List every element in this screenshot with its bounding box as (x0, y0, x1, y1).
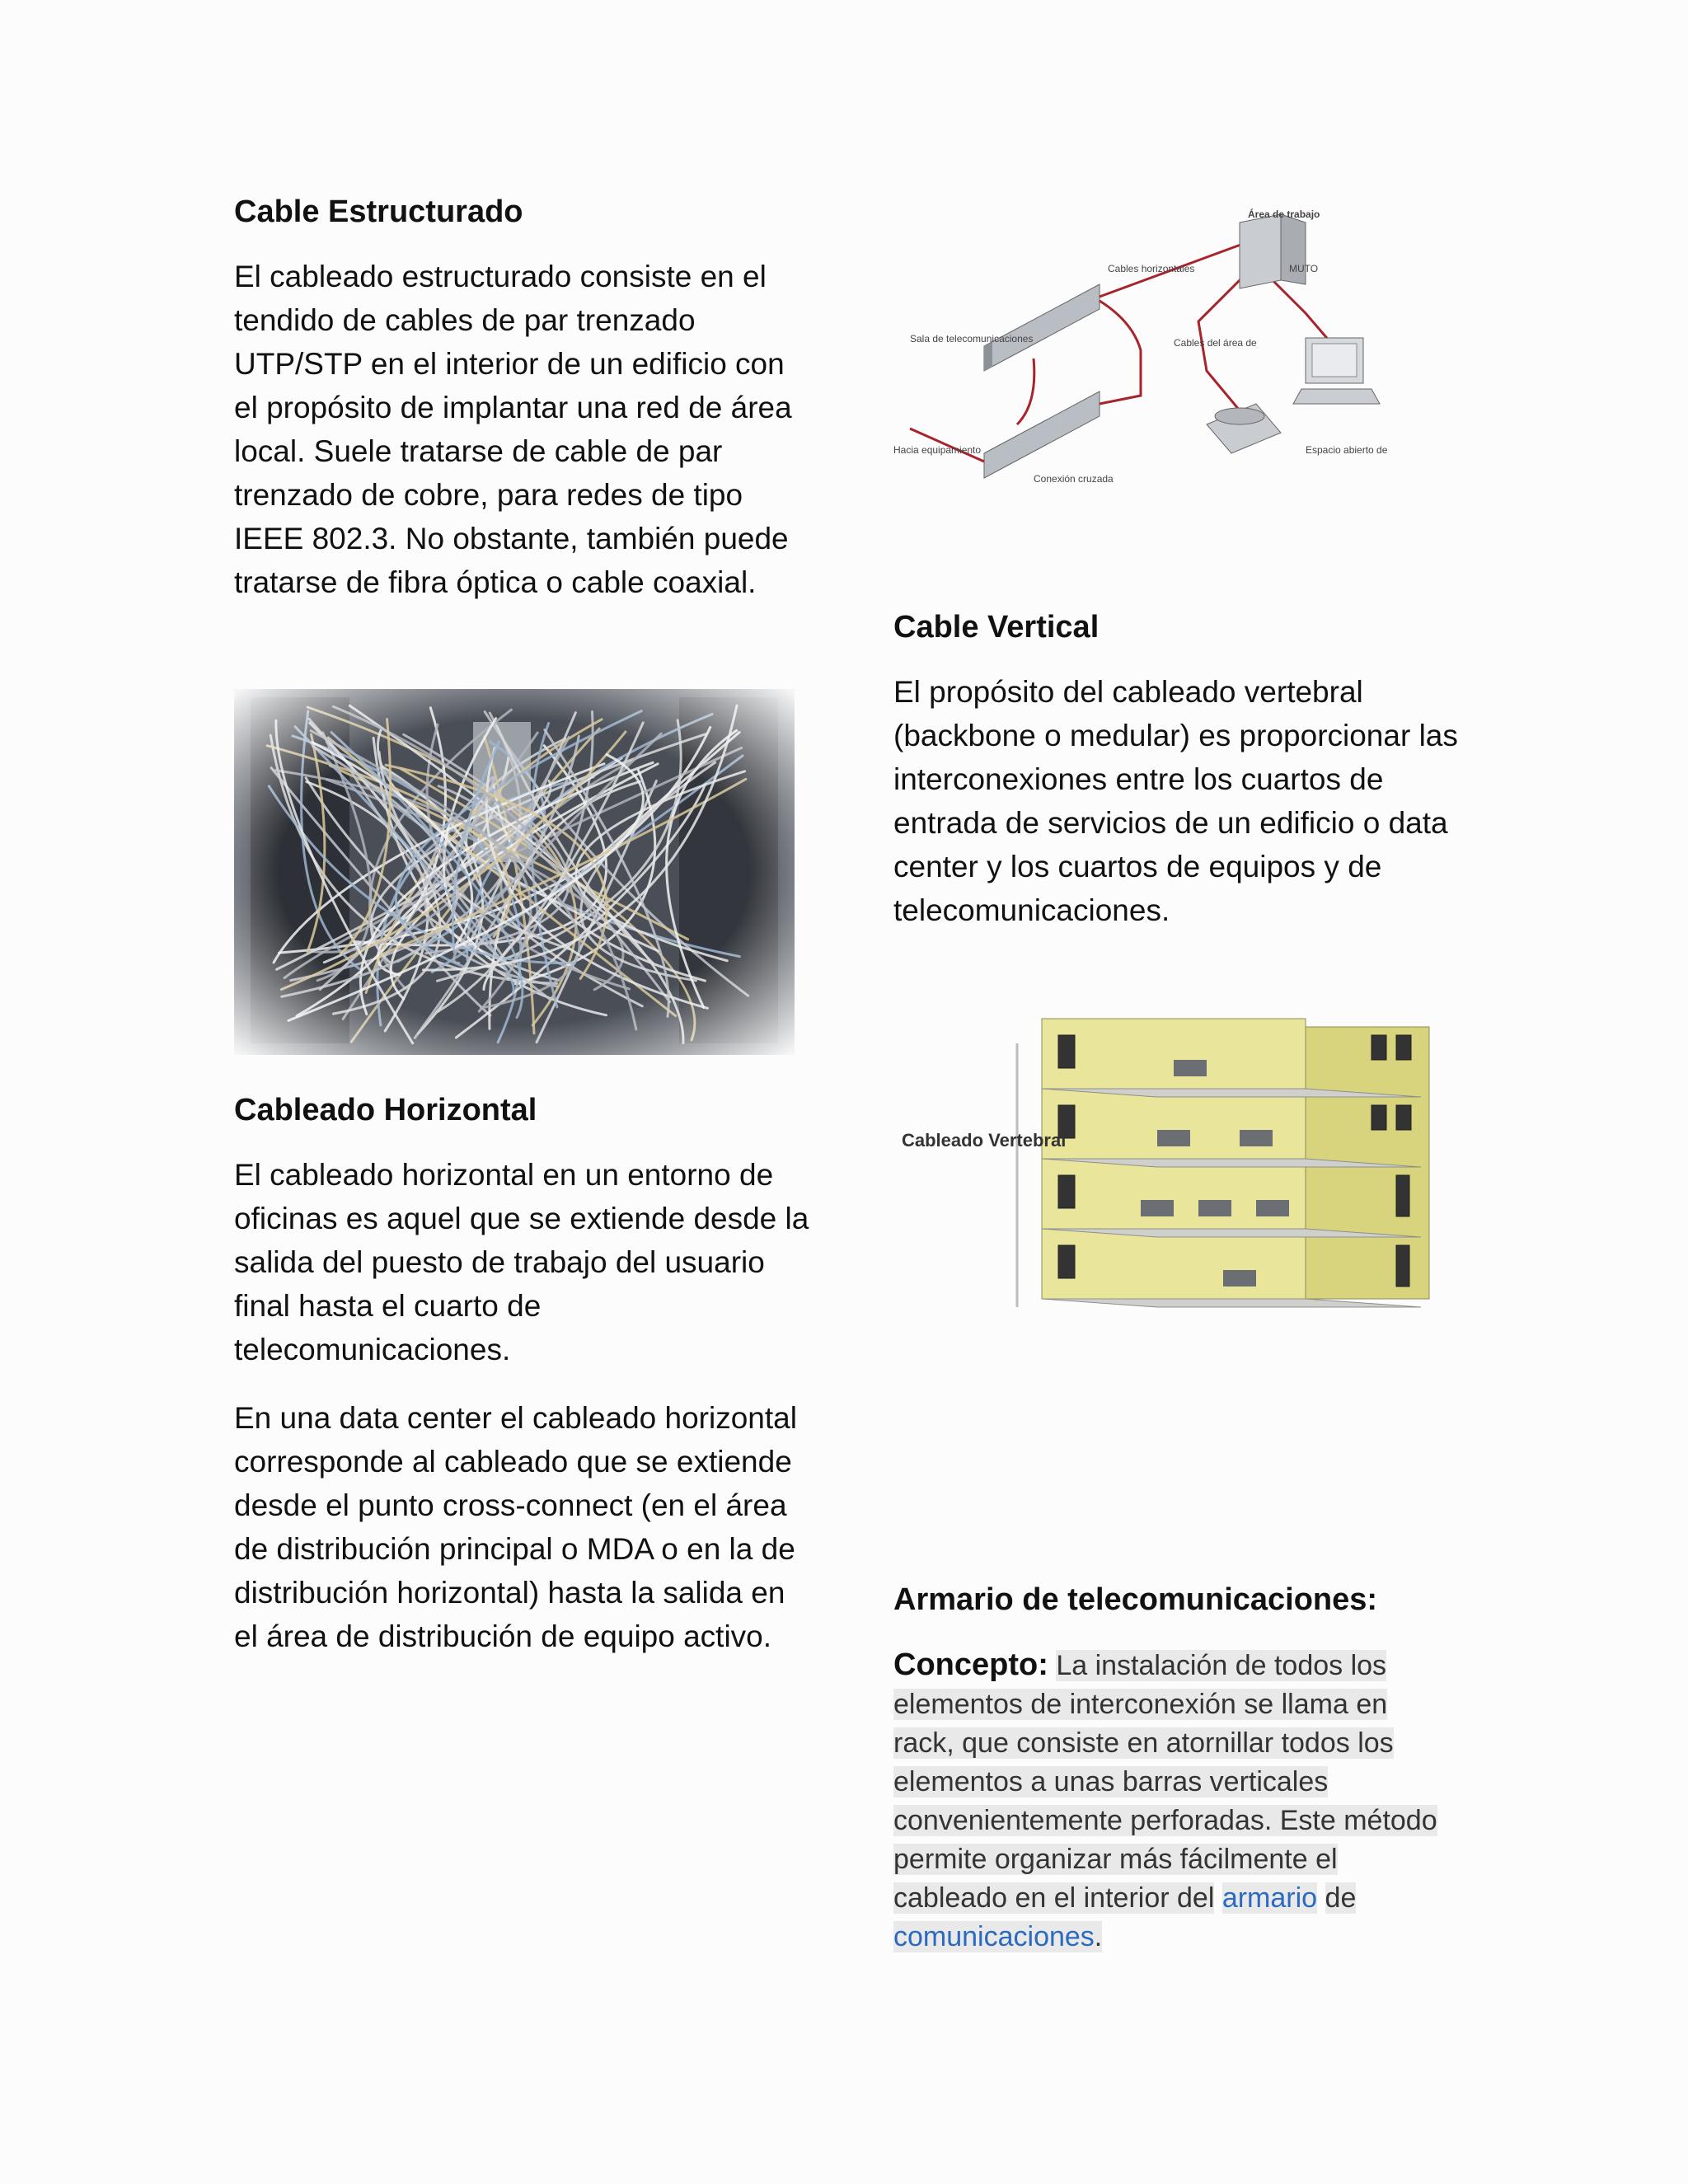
concept-label: Concepto: (893, 1647, 1048, 1682)
section-title: Cable Vertical (893, 610, 1100, 644)
patch-panel-lower (984, 391, 1100, 478)
concept-text: La instalación de todos los elementos de interconexión se llama en rack, que consiste en atornillar todos los elementos a unas barras verticales convenientemente perforadas. Este método permite organizar más fácilmente el cableado en el interior del (893, 1650, 1437, 1914)
label-cables-area: Cables del área de (1174, 337, 1257, 349)
section-cable-vertical (893, 610, 1470, 932)
period: . (1094, 1921, 1103, 1952)
label-sala: Sala de telecomunicaciones (910, 333, 1034, 344)
section-body-1: El cableado horizontal en un entorno de oficinas es aquel que se extiende desde la salida del puesto de trabajo del usuario final hasta el cuarto de telecomunicaciones. (234, 1158, 809, 1366)
link-comunicaciones[interactable]: comunicaciones (893, 1921, 1095, 1952)
label-conexion-cruzada: Conexión cruzada (1034, 473, 1114, 485)
cable-mess-photo (234, 689, 795, 1055)
label-cables-horizontales: Cables horizontales (1108, 263, 1195, 274)
label-espacio-abierto: Espacio abierto de (1306, 444, 1388, 456)
concept-paragraph (893, 1646, 1437, 1957)
word-de: de (1325, 1882, 1357, 1914)
label-muto: MUTO (1289, 263, 1319, 274)
section-body: El cableado estructurado consiste en el tendido de cables de par trenzado UTP/STP en el interior de un edificio con el propósito de implantar una red de área local. Suele tratarse de cable de par trenzado de cobre, para redes de tipo IEEE 802.3. No obstante, también puede tratarse de fibra óptica o cable coaxial. (234, 260, 792, 599)
cabling-diagram (893, 206, 1404, 494)
label-hacia-equipamiento: Hacia equipamiento (893, 444, 982, 456)
section-title: Cable Estructurado (234, 194, 523, 229)
patch-panel-upper (984, 284, 1100, 371)
label-area-trabajo: Área de trabajo (1248, 209, 1320, 220)
label-cableado-vertebral: Cableado Vertebral (902, 1130, 1067, 1151)
section-title: Cableado Horizontal (234, 1093, 537, 1127)
section-title: Armario de telecomunicaciones: (893, 1582, 1378, 1617)
link-armario[interactable]: armario (1221, 1882, 1318, 1914)
building-illustration (893, 1010, 1437, 1340)
section-cableado-horizontal (234, 1093, 811, 1658)
section-body-2: En una data center el cableado horizontal corresponde al cableado que se extiende desde el punto cross-connect (en el área de distribución principal o MDA o en la de distribución horizontal) hasta la salida en el área de distribución de equipo activo. (234, 1401, 797, 1653)
section-armario (893, 1582, 1470, 1957)
section-cable-estructurado (234, 194, 811, 604)
section-body: El propósito del cableado vertebral (backbone o medular) es proporcionar las interconexiones entre los cuartos de entrada de servicios de un edificio o data center y los cuartos de equipos y de telecomunicaciones. (893, 675, 1458, 927)
